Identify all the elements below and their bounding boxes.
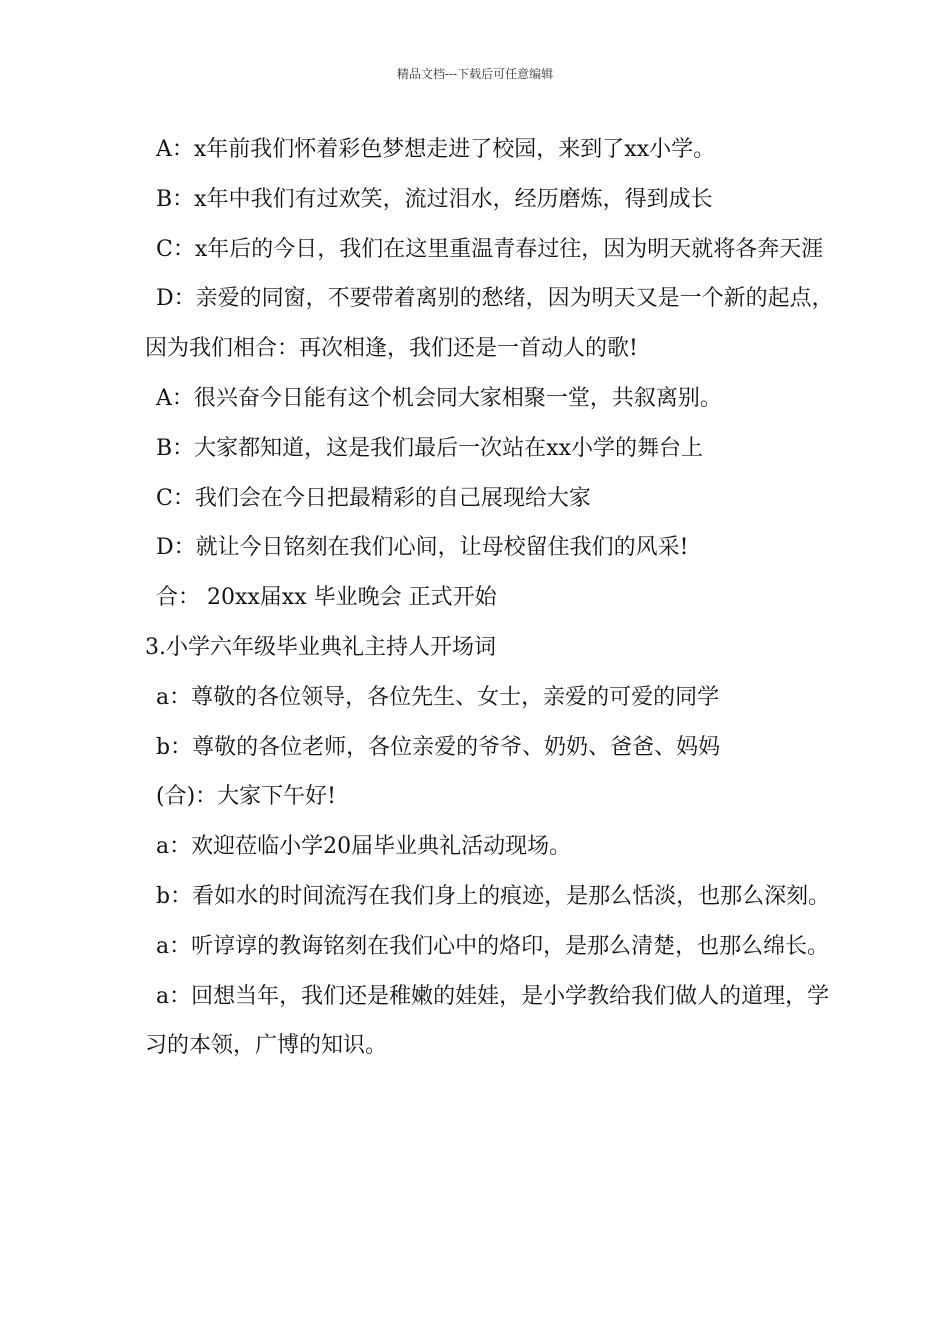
document-body [145, 125, 835, 1071]
paragraph: A：很兴奋今日能有这个机会同大家相聚一堂，共叙离别。 [156, 385, 722, 411]
paragraph: B：x年中我们有过欢笑，流过泪水，经历磨炼，得到成长 [156, 186, 713, 212]
paragraph: D：亲爱的同窗，不要带着离别的愁绪，因为明天又是一个新的起点，因为我们相合：再次相逢，我们还是一首动人的歌! [145, 286, 834, 362]
paragraph: b：看如水的时间流泻在我们身上的痕迹，是那么恬淡，也那么深刻。 [156, 883, 831, 909]
paragraph: a：回想当年，我们还是稚嫩的娃娃，是小学教给我们做人的道理，学习的本领，广博的知识。 [145, 983, 830, 1059]
section-heading: 3.小学六年级毕业典礼主持人开场词 [145, 634, 496, 660]
paragraph: C：我们会在今日把最精彩的自己展现给大家 [156, 485, 591, 511]
paragraph: B：大家都知道，这是我们最后一次站在xx小学的舞台上 [156, 435, 703, 461]
paragraph: (合)：大家下午好! [156, 784, 337, 810]
paragraph: 合： 20xx届xx 毕业晚会 正式开始 [156, 585, 497, 611]
paragraph: A：x年前我们怀着彩色梦想走进了校园，来到了xx小学。 [156, 137, 716, 162]
paragraph: a：尊敬的各位领导，各位先生、女士，亲爱的可爱的同学 [156, 684, 720, 710]
paragraph: D：就让今日铭刻在我们心间，让母校留住我们的风采! [156, 535, 689, 561]
paragraph: C：x年后的今日，我们在这里重温青春过往，因为明天就将各奔天涯 [156, 236, 824, 262]
paragraph: b：尊敬的各位老师，各位亲爱的爷爷、奶奶、爸爸、妈妈 [156, 734, 721, 760]
page-header: 精品文档---下载后可任意编辑 [396, 67, 554, 81]
paragraph: a：欢迎莅临小学20届毕业典礼活动现场。 [156, 834, 572, 860]
paragraph: a：听谆谆的教诲铭刻在我们心中的烙印，是那么清楚，也那么绵长。 [156, 933, 830, 959]
